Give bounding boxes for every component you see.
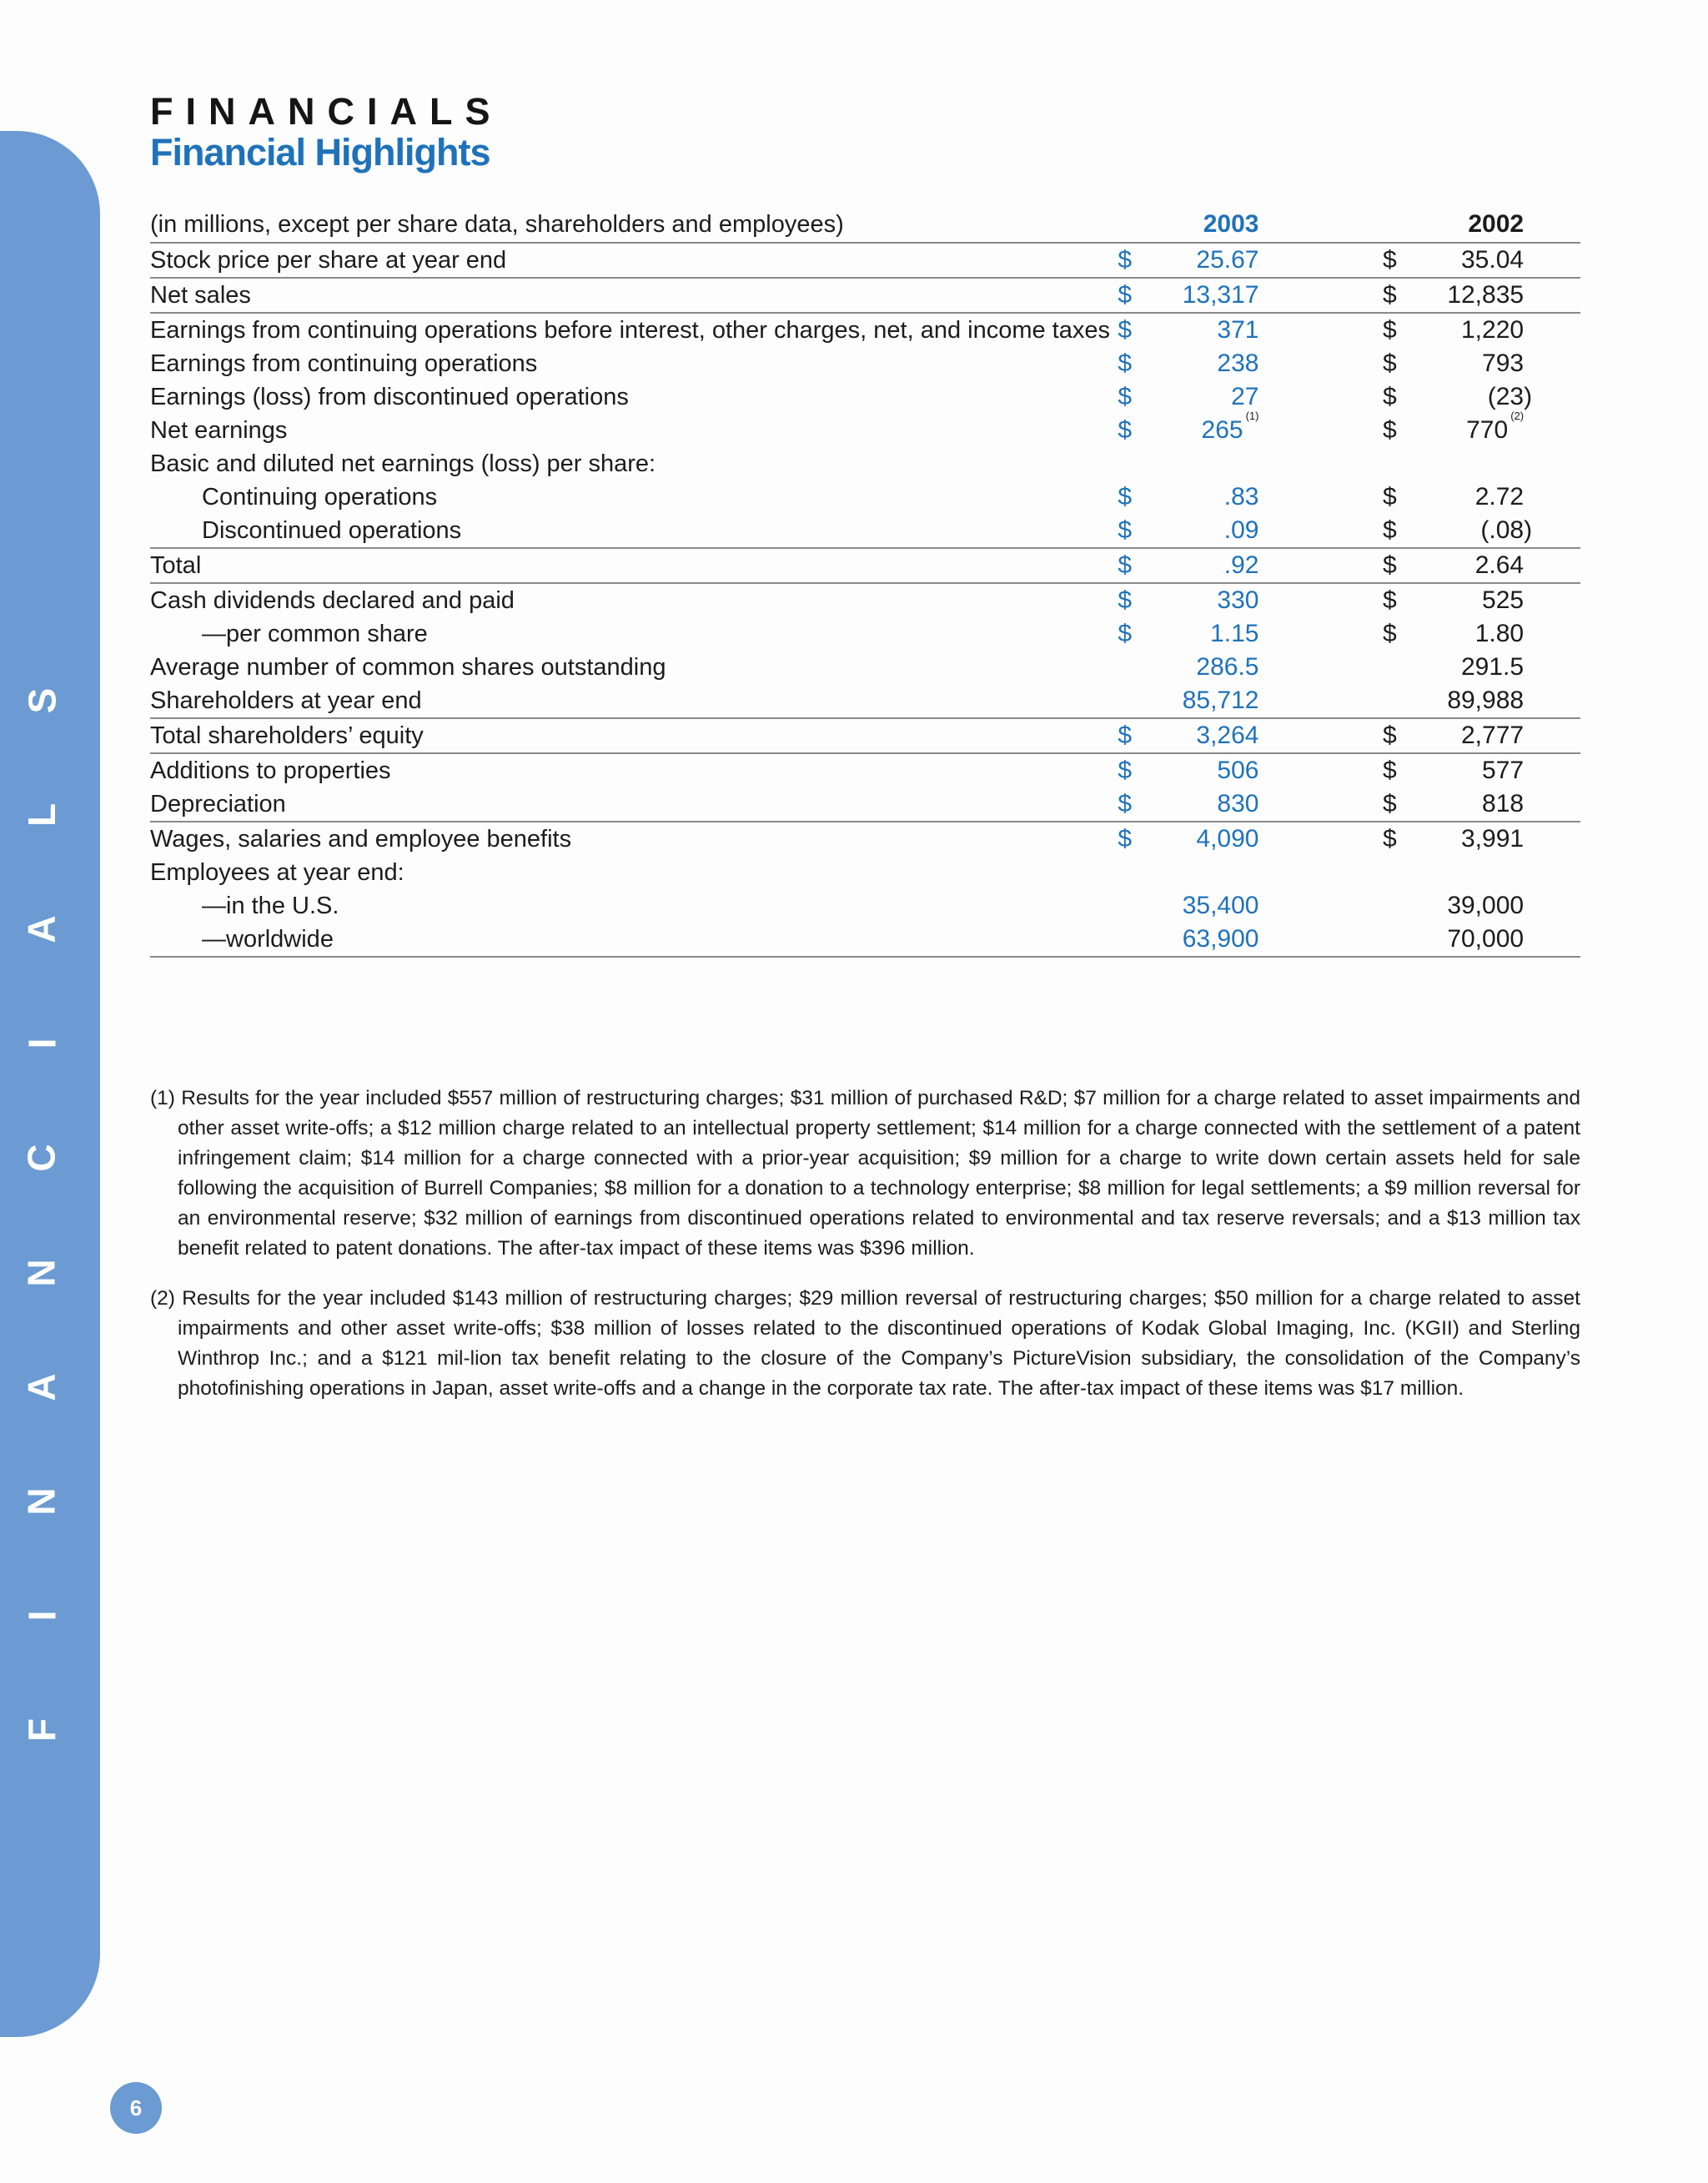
value-2002: 1,220 [1413,313,1524,347]
table-row [150,414,1580,447]
currency-2003: $ [1118,383,1133,410]
currency-2003: $ [1118,822,1148,856]
value-2003: 506 [1148,753,1259,787]
row-label: Wages, salaries and employee benefits [150,822,1118,856]
value-2002: 12,835 [1413,278,1524,313]
row-label: Earnings from continuing operations [150,350,538,377]
table-caption: (in millions, except per share data, shareholders and employees) [150,211,844,238]
currency-2003: $ [1118,243,1148,278]
value-2003: 265 [1201,416,1243,444]
row-label: Cash dividends declared and paid [150,583,1118,617]
row-label: Total shareholders’ equity [150,718,1118,753]
row-label: Employees at year end: [150,859,404,886]
side-letter: F [19,1718,63,1743]
table-row [150,480,1580,514]
side-letter: S [20,687,63,714]
table-row [150,856,1580,889]
currency-2002: $ [1383,548,1413,583]
currency-2002: $ [1382,620,1397,647]
footnote-2: (2) Results for the year included $143 million of restructuring charges; $29 million reversal of restructuring charges; $50 million for a charge related to asset impairments and other asset write-offs; $38 million of losses related to the discontinued operations of Kodak Global Imaging, Inc. (KGII) and Sterling Winthrop Inc.; and a $121 mil-lion tax benefit relating to the closure of the Company’s PictureVision subsidiary, the consolidation of the Company’s photofinishing operations in Japan, asset write-offs and a change in the corporate tax rate. The after-tax impact of these items was $17 million. [150,1287,1580,1400]
table-row [150,548,1580,583]
value-2002: 2,777 [1413,718,1524,753]
currency-2003: $ [1118,548,1148,583]
currency-2002: $ [1382,483,1397,511]
footnote-1: (1) Results for the year included $557 million of restructuring charges; $31 million of purchased R&D; $7 million for a charge related to asset impairments and other asset write-offs; a $12 million charge related to an intellectual property settlement; $14 million for a charge connected with the settlement of a patent infringement claim; $14 million for a charge connected with a prior-year acquisition; $9 million for a charge to write down certain assets held for sale following the acquisition of Burrell Companies; $8 million for a donation to a technology enterprise; $8 million for legal settlements; a $9 million reversal for an environmental reserve; $32 million of earnings from discontinued operations related to environmental and tax reserve reversals; and a $13 million tax benefit related to patent donations. The after-tax impact of these items was $396 million. [150,1086,1580,1260]
value-2002: 35.04 [1413,243,1524,278]
value-2002: (.08) [1480,516,1533,544]
value-2002: 3,991 [1413,822,1524,856]
page-number: 6 [110,2082,162,2134]
page-title: Financial Highlights [150,131,490,174]
row-label: Earnings from continuing operations before interest, other charges, net, and income taxes [150,313,1118,347]
currency-2002: $ [1382,516,1397,544]
table-row [150,684,1580,718]
row-label: —in the U.S. [202,893,339,919]
value-2002: 770 [1466,416,1509,444]
table-row [150,822,1580,856]
side-letter: I [20,1038,63,1049]
row-label: Net earnings [150,417,288,444]
value-2002: 818 [1482,790,1525,817]
row-label: Total [150,548,1118,583]
column-header-2002: 2002 [1468,210,1525,238]
value-2002: 525 [1413,583,1524,617]
row-label: Depreciation [150,791,286,817]
value-2003: 1.15 [1210,620,1259,647]
side-letter: L [19,803,63,827]
side-letter: N [19,1258,63,1287]
currency-2003: $ [1118,620,1133,647]
currency-2002: $ [1383,822,1413,856]
value-2003: 286.5 [1196,653,1259,681]
value-2002: 39,000 [1447,892,1525,919]
value-2003: 85,712 [1182,687,1259,714]
value-2003: .83 [1223,483,1259,511]
value-2003: 330 [1148,583,1259,617]
footnote-ref: (1) [1245,410,1259,422]
value-2003: 4,090 [1148,822,1259,856]
table-row [150,889,1580,923]
value-2003: 3,264 [1148,718,1259,753]
table-row [150,923,1580,957]
row-label: —worldwide [150,923,1118,957]
value-2003: .09 [1223,516,1259,544]
row-label: —per common share [202,621,428,647]
financial-highlights-table [150,207,1580,958]
value-2002: (23) [1487,383,1533,410]
value-2002: 89,988 [1447,687,1525,714]
table-row [150,313,1580,347]
row-label: Discontinued operations [202,517,462,544]
table-row [150,447,1580,480]
table-row [150,718,1580,753]
value-2002: 2.64 [1413,548,1524,583]
row-label: Basic and diluted net earnings (loss) per share: [150,450,656,477]
currency-2002: $ [1383,243,1413,278]
row-label: Shareholders at year end [150,687,422,714]
table-row [150,651,1580,684]
value-2002: 793 [1482,350,1525,377]
value-2003: 238 [1217,350,1259,377]
table-row [150,243,1580,278]
currency-2003: $ [1118,583,1148,617]
value-2003: .92 [1148,548,1259,583]
value-2003: 25.67 [1148,243,1259,278]
row-label: Additions to properties [150,753,1118,787]
value-2002: 1.80 [1474,620,1525,647]
table-row [150,753,1580,787]
currency-2003: $ [1118,718,1148,753]
currency-2003: $ [1118,483,1133,511]
column-header-2003: 2003 [1203,210,1259,238]
value-2002: 291.5 [1461,653,1525,681]
value-2002: 70,000 [1413,923,1524,957]
currency-2002: $ [1382,350,1397,377]
row-label: Average number of common shares outstanding [150,654,666,681]
side-letter: I [20,1610,63,1622]
currency-2002: $ [1382,416,1397,444]
currency-2003: $ [1118,753,1148,787]
row-label: Stock price per share at year end [150,243,1118,278]
value-2003: 35,400 [1182,892,1259,919]
value-2002: 577 [1413,753,1524,787]
row-label: Continuing operations [202,484,438,511]
currency-2003: $ [1118,313,1148,347]
section-label: FINANCIALS [150,90,503,133]
table-row [150,583,1580,617]
row-label: Net sales [150,278,1118,313]
value-2003: 27 [1231,383,1259,410]
currency-2003: $ [1118,278,1148,313]
currency-2003: $ [1118,416,1133,444]
value-2002: 2.72 [1474,483,1525,511]
value-2003: 830 [1217,790,1259,817]
table-header-row [150,207,1580,243]
currency-2002: $ [1383,278,1413,313]
currency-2002: $ [1383,753,1413,787]
currency-2003: $ [1118,350,1133,377]
side-letter: A [19,1373,63,1401]
value-2003: 63,900 [1148,923,1259,957]
value-2003: 13,317 [1148,278,1259,313]
currency-2002: $ [1382,790,1397,817]
value-2003: 371 [1148,313,1259,347]
section-side-tab [0,131,100,2037]
side-letter: C [19,1144,63,1173]
table-row [150,278,1580,313]
row-label: Earnings (loss) from discontinued operations [150,384,629,410]
side-letter: N [19,1487,63,1516]
footnote-ref: (2) [1510,410,1525,422]
currency-2002: $ [1383,313,1413,347]
table-row [150,380,1580,414]
currency-2003: $ [1118,790,1133,817]
side-tab-letters [0,682,83,1749]
currency-2002: $ [1382,383,1397,410]
footnotes [150,1063,1580,1417]
currency-2003: $ [1118,516,1133,544]
table-row [150,347,1580,380]
table-row [150,787,1580,822]
currency-2002: $ [1383,718,1413,753]
currency-2002: $ [1383,583,1413,617]
side-letter: A [19,915,63,943]
table-row [150,617,1580,651]
table-row [150,514,1580,548]
